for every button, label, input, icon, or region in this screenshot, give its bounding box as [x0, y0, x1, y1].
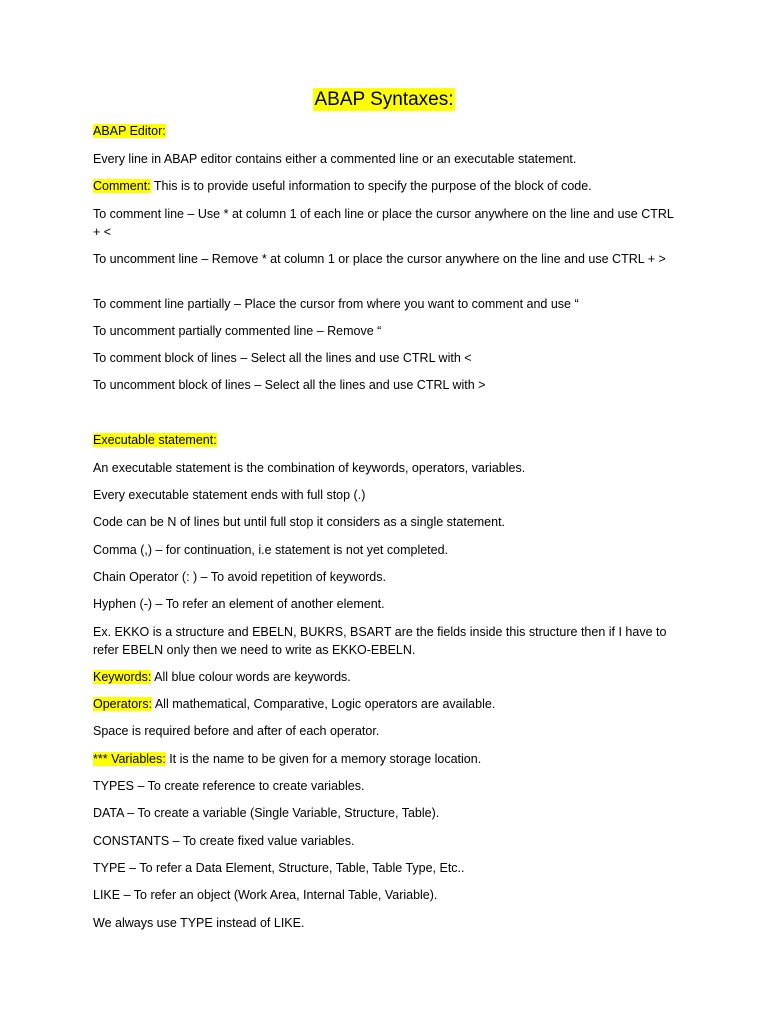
paragraph-line — [93, 859, 683, 877]
paragraph-text: To uncomment line – Remove * at column 1 or place the cursor anywhere on the line and use CTRL + > — [93, 252, 666, 266]
paragraph-line — [93, 914, 683, 932]
paragraph-text: It is the name to be given for a memory storage location. — [165, 752, 482, 766]
paragraph-text: CONSTANTS – To create fixed value variables. — [93, 834, 355, 848]
paragraph-line — [93, 722, 683, 740]
paragraph-text: DATA – To create a variable (Single Variable, Structure, Table). — [93, 806, 440, 820]
paragraph-text: All mathematical, Comparative, Logic operators are available. — [152, 697, 496, 711]
paragraph-text: To uncomment block of lines – Select all the lines and use CTRL with > — [93, 378, 486, 392]
paragraph-line — [93, 750, 683, 768]
paragraph-text: To comment line – Use * at column 1 of each line or place the cursor anywhere on the line and use CTRL + < — [93, 207, 674, 239]
paragraph-text: Hyphen (-) – To refer an element of another element. — [93, 597, 385, 611]
paragraph-text: An executable statement is the combination of keywords, operators, variables. — [93, 461, 526, 475]
paragraph-line — [93, 804, 683, 822]
highlighted-label: Executable statement: — [93, 433, 217, 447]
highlighted-label: Operators: — [93, 697, 153, 711]
paragraph-text: LIKE – To refer an object (Work Area, Internal Table, Variable). — [93, 888, 438, 902]
paragraph-text: To uncomment partially commented line – Remove “ — [93, 324, 382, 338]
paragraph-text: All blue colour words are keywords. — [151, 670, 351, 684]
paragraph-line — [93, 322, 683, 340]
paragraph-text: Code can be N of lines but until full stop it considers as a single statement. — [93, 515, 506, 529]
paragraph-text: TYPES – To create reference to create variables. — [93, 779, 365, 793]
paragraph-text: We always use TYPE instead of LIKE. — [93, 916, 305, 930]
paragraph-line — [93, 431, 683, 449]
paragraph-line — [93, 623, 683, 659]
highlighted-label: Comment: — [93, 179, 151, 193]
paragraph-text: TYPE – To refer a Data Element, Structure, Table, Table Type, Etc.. — [93, 861, 465, 875]
document-title: ABAP Syntaxes: — [314, 89, 454, 110]
paragraph-line — [93, 177, 683, 195]
paragraph-line — [93, 295, 683, 313]
paragraph-text: This is to provide useful information to specify the purpose of the block of code. — [150, 179, 592, 193]
paragraph-text: Comma (,) – for continuation, i.e statement is not yet completed. — [93, 543, 449, 557]
paragraph-line — [93, 349, 683, 367]
paragraph-line — [93, 250, 683, 268]
paragraph-line — [93, 150, 683, 168]
paragraph-text: To comment block of lines – Select all the lines and use CTRL with < — [93, 351, 472, 365]
paragraph-line — [93, 376, 683, 394]
paragraph-line — [93, 205, 683, 241]
paragraph-line — [93, 122, 683, 140]
paragraph-line — [93, 595, 683, 613]
highlighted-label: *** Variables: — [93, 752, 166, 766]
paragraph-line — [93, 541, 683, 559]
paragraph-text: Space is required before and after of each operator. — [93, 724, 380, 738]
paragraph-line — [93, 886, 683, 904]
paragraph-text: Chain Operator (: ) – To avoid repetition of keywords. — [93, 570, 386, 584]
paragraph-line — [93, 513, 683, 531]
paragraph-text: Every line in ABAP editor contains either a commented line or an executable statement. — [93, 152, 577, 166]
paragraph-text: Every executable statement ends with full stop (.) — [93, 488, 366, 502]
highlighted-label: Keywords: — [93, 670, 152, 684]
paragraph-line — [93, 695, 683, 713]
paragraph-text: Ex. EKKO is a structure and EBELN, BUKRS, BSART are the fields inside this structure then if I have to refer EBELN only then we need to write as EKKO-EBELN. — [93, 625, 667, 657]
paragraph-line — [93, 568, 683, 586]
paragraph-line — [93, 832, 683, 850]
highlighted-label: ABAP Editor: — [93, 124, 166, 138]
paragraph-text: To comment line partially – Place the cursor from where you want to comment and use “ — [93, 297, 579, 311]
paragraph-line — [93, 459, 683, 477]
paragraph-line — [93, 777, 683, 795]
paragraph-line — [93, 668, 683, 686]
title-container — [0, 88, 768, 111]
paragraph-line — [93, 486, 683, 504]
